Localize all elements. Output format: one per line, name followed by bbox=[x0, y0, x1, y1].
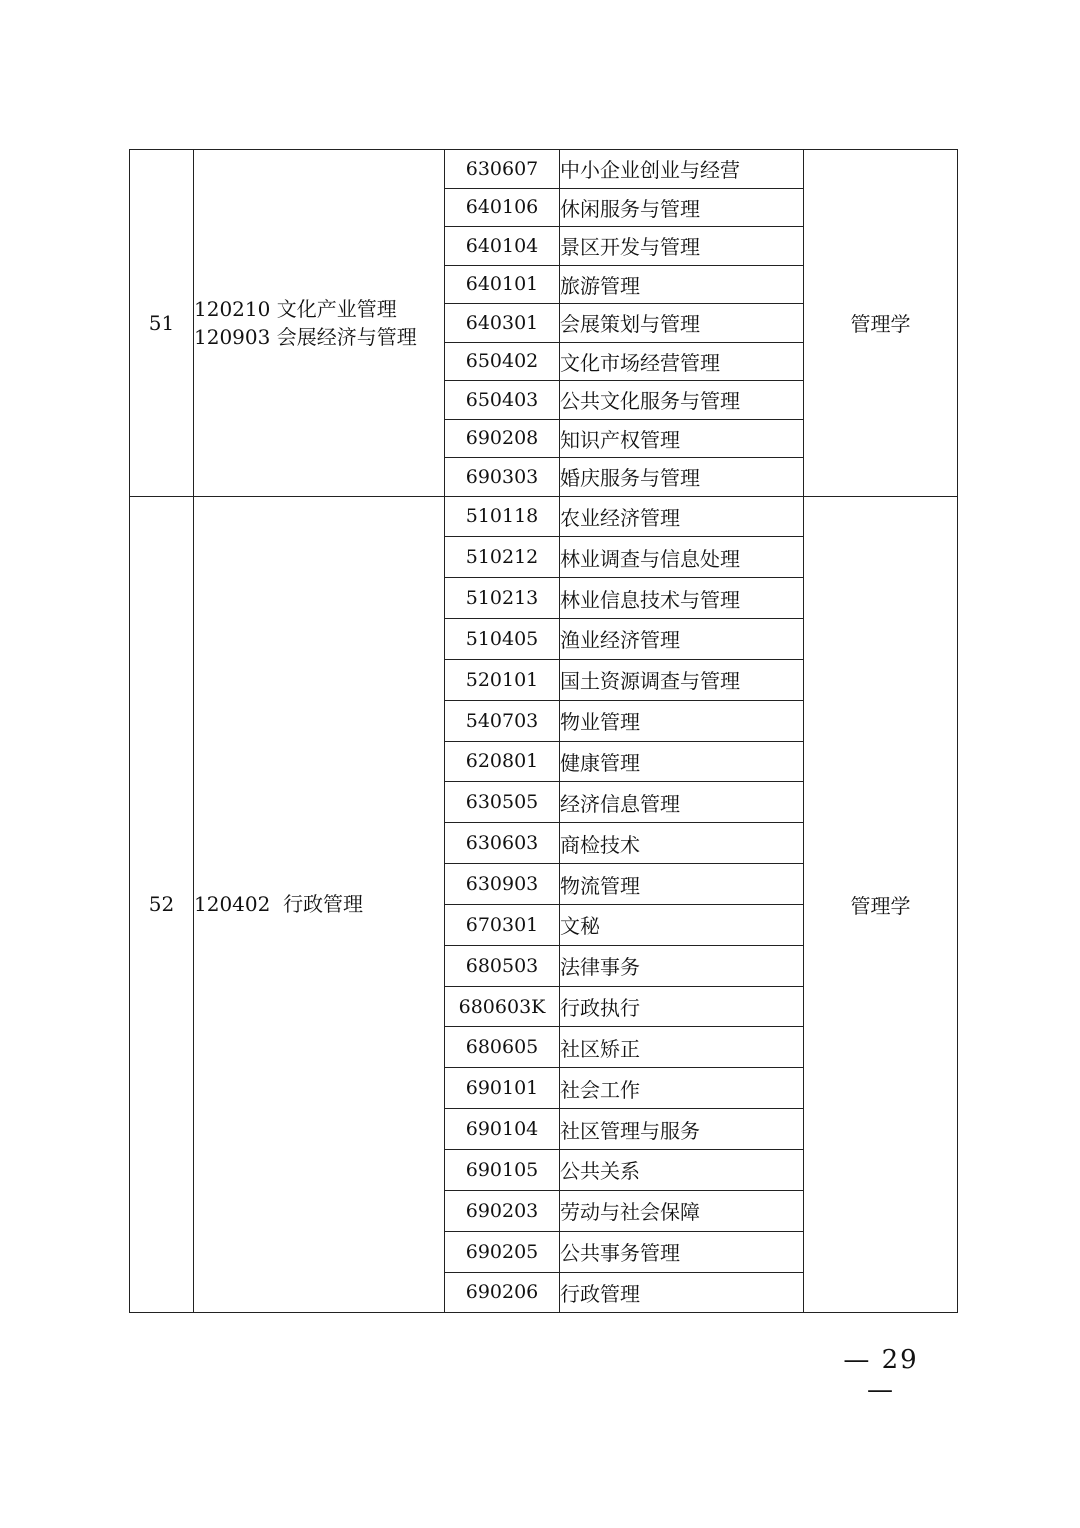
major-code: 690206 bbox=[445, 1272, 560, 1313]
major-name: 商检技术 bbox=[560, 823, 804, 864]
major-name: 林业调查与信息处理 bbox=[560, 537, 804, 578]
major-name: 社区管理与服务 bbox=[560, 1109, 804, 1150]
major-code: 690104 bbox=[445, 1109, 560, 1150]
major-code: 640301 bbox=[445, 304, 560, 343]
major-code: 630903 bbox=[445, 864, 560, 905]
major-code: 510405 bbox=[445, 619, 560, 660]
major-name: 文秘 bbox=[560, 904, 804, 945]
major-name: 公共关系 bbox=[560, 1150, 804, 1191]
major-name: 物业管理 bbox=[560, 700, 804, 741]
undergrad-major: 120903 会展经济与管理 bbox=[194, 324, 417, 349]
major-name: 行政管理 bbox=[560, 1272, 804, 1313]
undergrad-majors bbox=[194, 150, 445, 497]
major-name: 经济信息管理 bbox=[560, 782, 804, 823]
major-name: 会展策划与管理 bbox=[560, 304, 804, 343]
major-code: 640106 bbox=[445, 188, 560, 227]
major-name: 公共事务管理 bbox=[560, 1231, 804, 1272]
major-code: 680603K bbox=[445, 986, 560, 1027]
major-code: 650402 bbox=[445, 342, 560, 381]
major-name: 林业信息技术与管理 bbox=[560, 578, 804, 619]
major-name: 法律事务 bbox=[560, 945, 804, 986]
major-name: 旅游管理 bbox=[560, 265, 804, 304]
major-code: 540703 bbox=[445, 700, 560, 741]
major-name: 行政执行 bbox=[560, 986, 804, 1027]
major-code: 620801 bbox=[445, 741, 560, 782]
major-name: 国土资源调查与管理 bbox=[560, 659, 804, 700]
major-code: 690203 bbox=[445, 1190, 560, 1231]
major-name: 渔业经济管理 bbox=[560, 619, 804, 660]
major-code: 640104 bbox=[445, 227, 560, 266]
major-name: 物流管理 bbox=[560, 864, 804, 905]
major-code: 650403 bbox=[445, 381, 560, 420]
major-name: 社会工作 bbox=[560, 1068, 804, 1109]
discipline-category: 管理学 bbox=[804, 150, 958, 497]
major-name: 农业经济管理 bbox=[560, 496, 804, 537]
major-code: 680503 bbox=[445, 945, 560, 986]
page-number: — 29 — bbox=[843, 1345, 919, 1405]
major-code: 640101 bbox=[445, 265, 560, 304]
table-row bbox=[130, 150, 958, 189]
major-name: 休闲服务与管理 bbox=[560, 188, 804, 227]
major-name: 公共文化服务与管理 bbox=[560, 381, 804, 420]
undergrad-major: 120402 行政管理 bbox=[194, 892, 364, 917]
major-name: 劳动与社会保障 bbox=[560, 1190, 804, 1231]
major-code: 630607 bbox=[445, 150, 560, 189]
major-code: 510213 bbox=[445, 578, 560, 619]
group-index: 52 bbox=[130, 496, 194, 1313]
major-name: 文化市场经营管理 bbox=[560, 342, 804, 381]
major-code: 680605 bbox=[445, 1027, 560, 1068]
major-code: 670301 bbox=[445, 904, 560, 945]
major-name: 中小企业创业与经营 bbox=[560, 150, 804, 189]
major-code: 630603 bbox=[445, 823, 560, 864]
major-code: 690101 bbox=[445, 1068, 560, 1109]
undergrad-majors bbox=[194, 496, 445, 1313]
discipline-category: 管理学 bbox=[804, 496, 958, 1313]
table-body bbox=[130, 150, 958, 1313]
major-name: 健康管理 bbox=[560, 741, 804, 782]
major-code: 630505 bbox=[445, 782, 560, 823]
major-code: 520101 bbox=[445, 659, 560, 700]
group-index: 51 bbox=[130, 150, 194, 497]
major-code: 510212 bbox=[445, 537, 560, 578]
major-name: 知识产权管理 bbox=[560, 419, 804, 458]
undergrad-major: 120210 文化产业管理 bbox=[194, 296, 397, 321]
major-mapping-table bbox=[129, 149, 958, 1313]
table-row bbox=[130, 496, 958, 537]
major-name: 景区开发与管理 bbox=[560, 227, 804, 266]
major-code: 690105 bbox=[445, 1150, 560, 1191]
major-name: 婚庆服务与管理 bbox=[560, 458, 804, 497]
major-code: 690208 bbox=[445, 419, 560, 458]
major-code: 690205 bbox=[445, 1231, 560, 1272]
major-code: 690303 bbox=[445, 458, 560, 497]
major-code: 510118 bbox=[445, 496, 560, 537]
major-name: 社区矫正 bbox=[560, 1027, 804, 1068]
